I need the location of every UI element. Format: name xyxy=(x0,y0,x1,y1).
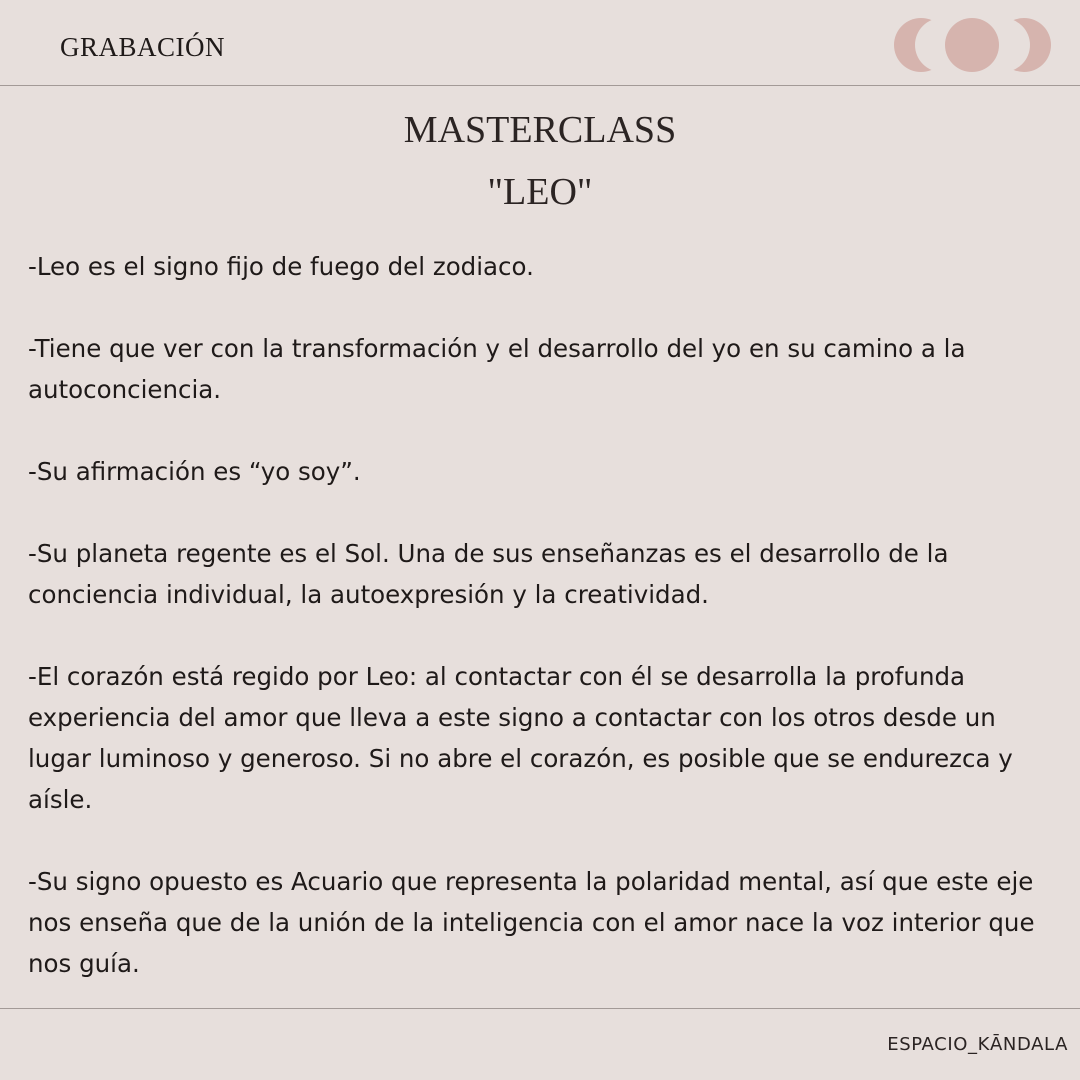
full-moon-icon xyxy=(945,18,999,72)
footer-divider xyxy=(0,1008,1080,1009)
paragraph: -Su planeta regente es el Sol. Una de sus enseñanzas es el desarrollo de la conciencia individual, la autoexpresión y la creatividad. xyxy=(28,539,949,609)
paragraph: -Tiene que ver con la transformación y el desarrollo del yo en su camino a la autoconciencia. xyxy=(28,334,966,404)
paragraph: -Su afirmación es “yo soy”. xyxy=(28,457,361,486)
header-label: GRABACIÓN xyxy=(60,32,226,62)
content-body xyxy=(28,246,1058,984)
footer-handle: ESPACIO_KĀNDALA xyxy=(887,1034,1068,1055)
waxing-crescent-moon-icon xyxy=(894,18,948,72)
paragraph: -El corazón está regido por Leo: al contactar con él se desarrolla la profunda experiencia del amor que lleva a este signo a contactar con los otros desde un lugar luminoso y generoso. Si no abre el corazón, es posible que se endurezca y aísle. xyxy=(28,662,1013,814)
paragraph: -Su signo opuesto es Acuario que representa la polaridad mental, así que este eje nos enseña que de la unión de la inteligencia con el amor nace la voz interior que nos guía. xyxy=(28,867,1035,978)
moon-phases-icon xyxy=(890,14,1055,76)
paragraph: -Leo es el signo fijo de fuego del zodiaco. xyxy=(28,252,534,281)
waning-crescent-moon-icon xyxy=(997,18,1051,72)
page-title: MASTERCLASS xyxy=(403,109,677,151)
header-divider xyxy=(0,85,1080,86)
page-subtitle: "LEO" xyxy=(487,171,593,213)
